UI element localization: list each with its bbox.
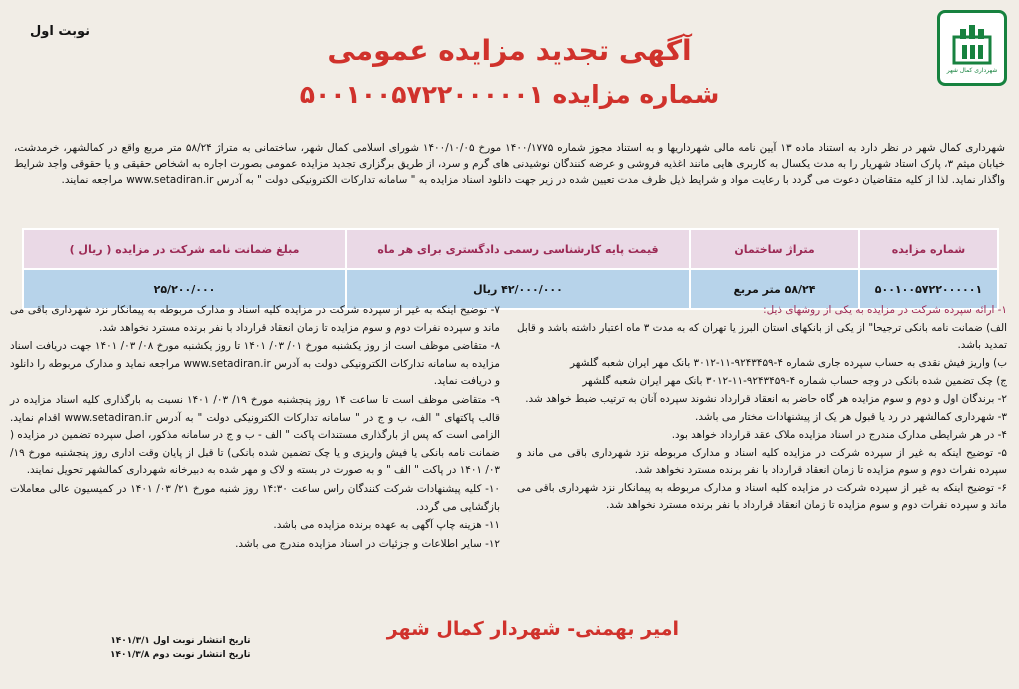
condition-item: ۲- برندگان اول و دوم و سوم مزایده هر گاه حاضر به انعقاد قرارداد نشوند سپرده آنان به ترتیب ضبط خواهد شد. (525, 393, 1007, 405)
header-base-price: قیمت پایه کارشناسی رسمی دادگستری برای هر ماه (346, 229, 690, 269)
publication-round-label: نوبت اول (30, 24, 91, 39)
logo-caption: شهرداری کمال شهر (946, 66, 998, 74)
second-publication-date: تاریخ انتشار نوبت دوم ۱۴۰۱/۳/۸ (110, 650, 251, 660)
condition-item: ۱- ارائه سپرده شرکت در مزایده به یکی از روشهای ذیل: (763, 304, 1007, 316)
first-publication-date: تاریخ انتشار نوبت اول ۱۴۰۱/۳/۱ (110, 636, 251, 646)
conditions-left-column (10, 302, 500, 554)
condition-item: ۶- توضیح اینکه به غیر از سپرده شرکت در مزایده کلیه اسناد و مدارک مربوطه به پیمانکار نزد شهرداری باقی می ماند و سپرده نفرات دوم و سوم مزایده تا زمان انعقاد قرارداد با نفر برنده مسترد نخواهد شد. (517, 482, 1007, 511)
condition-item: ۷- توضیح اینکه به غیر از سپرده شرکت در مزایده کلیه اسناد و مدارک مربوطه به پیمانکار نزد شهرداری باقی می ماند و سپرده نفرات دوم و سوم مزایده تا زمان انعقاد قرارداد با نفر برنده مسترد نخواهد شد. (10, 304, 500, 334)
condition-item: ۴- در هر شرایطی مدارک مندرج در اسناد مزایده ملاک عقد قرارداد خواهد بود. (671, 429, 1007, 441)
condition-item: ب) واریز فیش نقدی به حساب سپرده جاری شماره ۴-۹۲۴۳۴۵۹-۱۱-۳۰۱۲ بانک مهر ایران شعبه گلشهر (570, 357, 1007, 369)
header-building-area: متراژ ساختمان (690, 229, 859, 269)
condition-item: ۸- متقاضی موظف است از روز یکشنبه مورخ ۰۱/ ۰۳/ ۱۴۰۱ تا روز یکشنبه مورخ ۰۸/ ۰۳/ ۱۴۰۱ جهت دریافت اسناد مزایده به سامانه تدارکات الکترونیکی دولت به آدرس www.setadiran.ir مراجعه نماید و مدارک مربوطه را دانلود و دریافت نماید. (10, 340, 501, 388)
condition-item: الف) ضمانت نامه بانکی ترجیحا" از یکی از بانکهای استان البرز یا تهران که به مدت ۳ ماه اعتبار داشته باشد و قابل تمدید باشد. (517, 322, 1007, 351)
cell-base-price: ۴۲/۰۰۰/۰۰۰ ریال (346, 269, 690, 309)
header-auction-number: شماره مزایده (859, 229, 998, 269)
mayor-signature: امیر بهمنی- شهردار کمال شهر (386, 618, 679, 640)
municipality-logo (937, 10, 1007, 86)
auction-number-heading: شماره مزایده ۵۰۰۱۰۰۵۷۲۲۰۰۰۰۰۱ (299, 80, 720, 109)
intro-paragraph: شهرداری کمال شهر در نظر دارد به استناد ماده ۱۳ آیین نامه مالی شهرداریها و به استناد مجوز شماره ۱۴۰۰/۱۷۷۵ مورخ ۱۴۰۰/۱۰/۰۵ شورای اسلامی کمال شهر، ساختمانی به متراژ ۵۸/۲۴ متر مربع واقع در کمالشهر، خرمدشت، خیابان میثم ۳، پارک استاد شهریار را به مدت یکسال به کاربری هایی مانند اغذیه فروشی و عرضه کنندگان نوشیدنی های گرم و سرد، از طریق برگزاری تجدید مزایده عمومی بصورت اجاره به اشخاص حقیقی و یا حقوقی واجد شرایط واگذار نماید. لذا از کلیه متقاضیان دعوت می گردد با رعایت مواد و شرایط ذیل ظرف مدت تعیین شده در زیر جهت دانلود اسناد مزایده به " سامانه تدارکات الکترونیکی دولت " به آدرس www.setadiran.ir مراجعه نمایند. (14, 142, 1005, 186)
conditions-right-column (517, 302, 1007, 515)
cell-building-area: ۵۸/۲۴ متر مربع (690, 269, 859, 309)
publication-dates (110, 634, 250, 662)
condition-item: ۹- متقاضی موظف است تا ساعت ۱۴ روز پنجشنبه مورخ ۱۹/ ۰۳/ ۱۴۰۱ نسبت به بارگذاری کلیه اسناد مزایده در قالب پاکتهای " الف، ب و ج در " سامانه تدارکات الکترونیکی دولت " به آدرس www.setadiran.ir اقدام نماید. الزامی است که پس از بارگذاری مستندات پاکت " الف - ب و ج در سامانه مذکور، اصل سپرده تضمین در مزایده ( ضمانت نامه بانکی یا فیش واریزی و یا چک تضمین شده بانکی) تا قبل از پایان وقت اداری روز پنجشنبه مورخ ۱۹/ ۰۳/ ۱۴۰۱ در پاکت " الف " و به صورت در بسته و لاک و مهر شده به دبیرخانه شهرداری کمالشهر تحویل نمایند. (10, 393, 500, 477)
table-header-row (23, 229, 998, 269)
condition-item: ۱۰- کلیه پیشنهادات شرکت کنندگان راس ساعت ۱۴:۳۰ روز شنبه مورخ ۲۱/ ۰۳/ ۱۴۰۱ در کمیسیون عالی معاملات بازگشایی می گردد. (10, 482, 500, 513)
cell-guarantee-amount: ۲۵/۲۰۰/۰۰۰ (23, 269, 346, 309)
condition-item: ۵- توضیح اینکه به غیر از سپرده شرکت در مزایده کلیه اسناد و مدارک مربوطه نزد شهرداری باقی می ماند و سپرده نفرات دوم و سوم مزایده تا زمان انعقاد قرارداد با نفر برنده مسترد نخواهد شد. (517, 447, 1007, 476)
condition-item: ۱۱- هزینه چاپ آگهی به عهده برنده مزایده می باشد. (273, 519, 500, 532)
building-emblem-icon (950, 23, 994, 65)
condition-item: ج) چک تضمین شده بانکی در وجه حساب شماره ۴-۹۲۴۳۴۵۹-۱۱-۳۰۱۲ بانک مهر ایران شعبه گلشهر (582, 375, 1007, 387)
auction-info-table (22, 228, 999, 310)
condition-item: ۳- شهرداری کمالشهر در رد یا قبول هر یک از پیشنهادات مختار می باشد. (695, 411, 1007, 423)
notice-title: آگهی تجدید مزایده عمومی (327, 34, 692, 67)
cell-auction-number: ۵۰۰۱۰۰۵۷۲۲۰۰۰۰۰۱ (859, 269, 998, 309)
header-guarantee-amount: مبلغ ضمانت نامه شرکت در مزایده ( ریال ) (23, 229, 346, 269)
condition-item: ۱۲- سایر اطلاعات و جزئیات در اسناد مزایده مندرج می باشد. (235, 537, 500, 550)
